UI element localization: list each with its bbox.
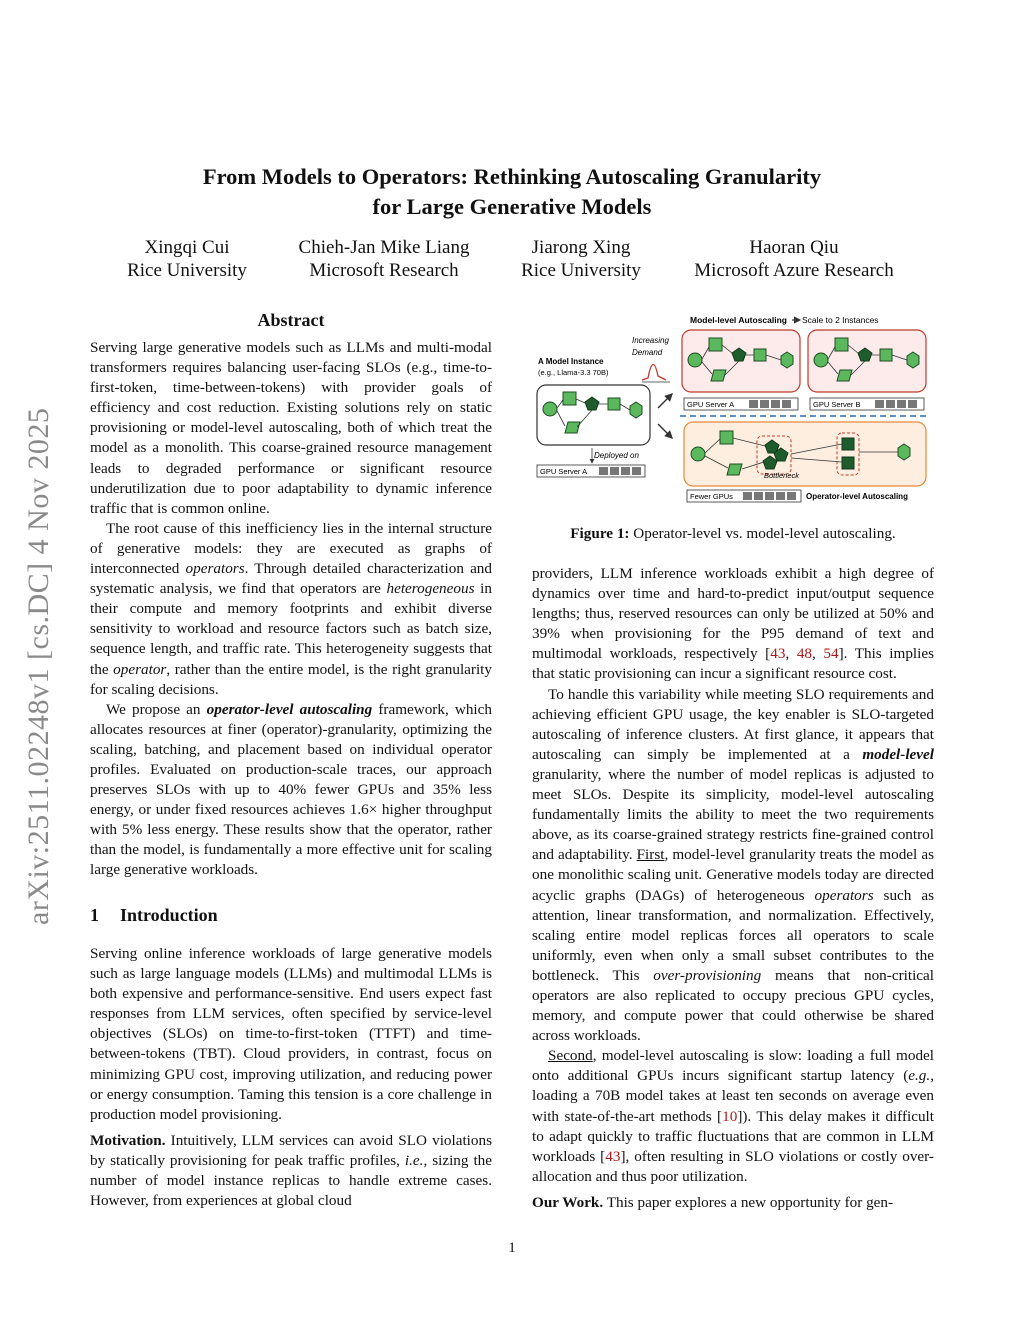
operator-level-title: Operator-level Autoscaling <box>806 492 908 501</box>
gpu-chip-icon <box>621 467 630 475</box>
gpu-chip-icon <box>743 492 752 500</box>
body-paragraph <box>90 944 492 1125</box>
citation-link[interactable]: 48 <box>796 645 812 663</box>
author-affiliation: Rice University <box>127 260 247 281</box>
operator-node <box>711 370 726 381</box>
text-run: , loading a 70B model takes at least ten seconds on average even with state-of-the-art methods [ <box>532 1067 934 1125</box>
text-run: Serving large generative models such as LLMs and multi-modal transformers requires balancing user-facing SLOs (e.g., time-to-first-token, time-between-tokens) with provider goals of efficiency and cost reduction. Existing solutions rely on static provisioning or model-level autoscaling, both of which treat the model as a monolith. This coarse-grained resource management leads to degraded performance or significant resource underutilization due to poor adaptability to dynamic inference traffic that is common online. <box>90 339 492 517</box>
text-run: such as attention, linear transformation, and normalization. Effectively, scaling entire model replicas forces all operators to scale uniformly, even when only a small subset contributes to the bottleneck. This <box>532 886 934 984</box>
text-run: providers, LLM inference workloads exhibit a high degree of dynamics over time and hard-to-predict input/output sequence lengths; thus, reserved resources can only be utilized at 50% and 39% when provisioning for the P95 demand of text and multimodal workloads, respectively [ <box>532 565 934 663</box>
gpu-server-a-label: GPU Server A <box>540 467 588 476</box>
operator-node <box>563 392 576 405</box>
introduction-body <box>90 944 492 1211</box>
author-name: Xingqi Cui <box>144 237 230 258</box>
operator-node <box>898 444 910 460</box>
gpu-chip-icon <box>771 400 780 408</box>
paragraph-lead: Motivation. <box>90 1131 166 1149</box>
operator-node <box>688 353 702 367</box>
model-instance-label: A Model Instance <box>538 357 604 366</box>
citation-link[interactable]: 54 <box>823 645 839 663</box>
gpu-chip-icon <box>897 400 906 408</box>
operator-node <box>837 370 852 381</box>
gpu-chip-icon <box>787 492 796 500</box>
section-title: Introduction <box>120 905 218 925</box>
abstract-paragraph <box>90 700 492 881</box>
body-paragraph: providers, LLM inference workloads exhibit a high degree of dynamics over time and hard-to-predict input/output sequence lengths; thus, reserved resources can only be utilized at 50% and 39% when provisioning for the P95 demand of text and multimodal workloads, respectively [43, 48, 54]. This implies that static provisioning can incur a significant resource cost. <box>532 565 935 683</box>
gpu-chip-icon <box>875 400 884 408</box>
model-level-title: Model-level Autoscaling <box>690 315 787 325</box>
text-run: Intuitively, LLM services can avoid SLO violations by statically provisioning for peak traffic profiles, <box>90 1131 492 1169</box>
author-block <box>508 236 654 282</box>
citation-link[interactable]: 10 <box>722 1107 738 1125</box>
caption-label: Figure 1: <box>570 525 630 542</box>
author-affiliation: Microsoft Azure Research <box>694 260 894 281</box>
emphasis: operator <box>113 660 167 678</box>
caption-text: Operator-level vs. model-level autoscaling. <box>629 525 896 542</box>
author-block <box>284 236 484 282</box>
figure-1-diagram <box>532 312 934 512</box>
title-line-2: for Large Generative Models <box>372 194 652 219</box>
gpu-server-b-label: GPU Server B <box>813 400 861 409</box>
author-name: Jiarong Xing <box>531 237 631 258</box>
scale-op-arrow-icon <box>658 424 672 438</box>
text-run: ], often resulting in SLO violations or costly over-allocation and thus poor utilization. <box>532 1147 934 1185</box>
body-paragraph <box>532 685 934 1047</box>
operator-node <box>543 402 557 416</box>
citation-link[interactable]: 43 <box>605 1147 621 1165</box>
operator-node <box>709 338 722 351</box>
text-run: means that non-critical operators are also replicated to occupy precious GPU cycles, memory, and compute power that could otherwise be shared across workloads. <box>532 966 934 1045</box>
operator-node <box>842 457 854 469</box>
text-run: This paper explores a new opportunity for gen- <box>603 1193 894 1211</box>
text-run: ]). This delay makes it difficult to adapt quickly to traffic fluctuations that are common in LLM workloads [ <box>532 1107 934 1165</box>
emphasis: operators <box>185 560 245 578</box>
author-name: Chieh-Jan Mike Liang <box>298 237 470 258</box>
operator-node <box>727 464 742 475</box>
fewer-gpus-label: Fewer GPUs <box>690 492 733 501</box>
underlined-term: Second <box>548 1047 593 1065</box>
emphasis: over-provisioning <box>653 966 762 984</box>
citation-link[interactable]: 43 <box>770 645 786 663</box>
gpu-chip-icon <box>765 492 774 500</box>
operator-node <box>781 352 793 368</box>
abstract-paragraph <box>90 519 492 700</box>
operator-node <box>842 438 854 450</box>
figure-caption <box>532 525 934 543</box>
operator-node <box>880 349 892 361</box>
author-affiliation: Rice University <box>521 260 641 281</box>
scale-up-arrow-icon <box>658 394 672 408</box>
operator-node <box>565 422 580 433</box>
text-run: , model-level autoscaling is slow: loading a full model onto additional GPUs incurs significant startup latency ( <box>532 1047 934 1085</box>
gpu-chip-icon <box>632 467 641 475</box>
gpu-chip-icon <box>776 492 785 500</box>
page-number: 1 <box>508 1240 516 1256</box>
section-number: 1 <box>90 905 99 925</box>
emphasis: heterogeneous <box>386 580 475 598</box>
text-run: , sizing the number of model instance replicas to handle extreme cases. However, from experiences at global cloud <box>90 1151 492 1210</box>
gpu-chip-icon <box>760 400 769 408</box>
emphasis: i.e. <box>404 1151 424 1169</box>
operator-node <box>835 338 848 351</box>
gpu-chip-icon <box>599 467 608 475</box>
operator-node <box>691 447 705 461</box>
arxiv-identifier: arXiv:2511.02248v1 [cs.DC] 4 Nov 2025 <box>22 407 55 925</box>
author-name: Haoran Qiu <box>749 237 839 258</box>
abstract-body <box>90 338 492 881</box>
gpu-chip-icon <box>754 492 763 500</box>
emphasis: operators <box>814 886 874 904</box>
author-block <box>112 236 262 282</box>
section-heading-introduction <box>90 905 218 926</box>
text-run: We propose an <box>106 700 207 718</box>
emphasis: model-level <box>862 745 934 763</box>
text-run: framework, which allocates resources at finer (operator)-granularity, optimizing the scaling, batching, and placement based on individual operator profiles. Evaluated on production-scale traces, our approach preserves SLOs with up to 40% fewer GPUs and 35% less energy, or under fixed resources achieves 1.6× higher throughput with 5% less energy. These results show that the operator, rather than the model, is fundamentally a more effective unit for scaling large generative workloads. <box>90 700 492 879</box>
demand-spike-icon <box>642 364 666 380</box>
abstract-heading: Abstract <box>257 310 325 330</box>
paragraph-lead: Our Work. <box>532 1193 604 1211</box>
gpu-server-a-top-label: GPU Server A <box>687 400 735 409</box>
operator-node <box>608 398 620 410</box>
increasing-label: Increasing <box>632 336 669 345</box>
text-run: ]. This implies that static provisioning can incur a significant resource cost. <box>532 645 935 683</box>
emphasis: e.g. <box>908 1067 931 1085</box>
text-run: , model-level granularity treats the model as one monolithic scaling unit. Generative models today are directed acyclic graphs (DAGs) of heterogeneous <box>532 846 934 904</box>
body-paragraph <box>532 1046 934 1187</box>
text-run: The root cause of this inefficiency lies in the internal structure of generative models: they are executed as graphs of interconnected <box>90 519 492 578</box>
operator-node <box>754 349 766 361</box>
model-level-suffix: Scale to 2 Instances <box>802 315 879 325</box>
text-run: Serving online inference workloads of large generative models such as large language models (LLMs) and multimodal LLMs is both expensive and performance-sensitive. End users expect fast responses from LLM services, often specified by service-level objectives (SLOs) on time-to-first-token (TTFT) and time-between-tokens (TBT). Cloud providers, in contrast, focus on minimizing GPU cost, improving utilization, and reducing power or energy consumption. Taming this tension is a core challenge in production model provisioning. <box>90 945 492 1123</box>
operator-node <box>814 353 828 367</box>
gpu-chip-icon <box>610 467 619 475</box>
body-paragraph <box>90 1131 492 1211</box>
deployed-on-label: Deployed on <box>594 451 639 460</box>
title-line-1: From Models to Operators: Rethinking Autoscaling Granularity <box>202 164 822 189</box>
abstract-paragraph <box>90 338 492 519</box>
underlined-term: First <box>636 846 665 864</box>
text-run: granularity, where the number of model replicas is adjusted to meet SLOs. Despite its simplicity, model-level autoscaling fundamentally limits the ability to meet the two requirements above, as its coarse-grained strategy restricts fine-grained control and adaptability. <box>532 765 934 864</box>
body-paragraph <box>532 1193 934 1213</box>
operator-node <box>630 402 642 418</box>
author-block <box>680 236 908 282</box>
text-run: To handle this variability while meeting SLO requirements and achieving efficient GPU usage, the key enabler is SLO-targeted autoscaling of inference clusters. At first glance, it appears that autoscaling can simply be implemented at a <box>532 685 934 763</box>
gpu-chip-icon <box>749 400 758 408</box>
gpu-chip-icon <box>908 400 917 408</box>
operator-node <box>907 352 919 368</box>
model-instance-example: (e.g., Llama-3.3 70B) <box>538 368 609 377</box>
text-run: in their compute and memory footprints and exhibit diverse sensitivity to workload and resource factors such as batch size, sequence length, and traffic rate. This heterogeneity suggests that the <box>90 580 492 678</box>
right-column-body <box>532 564 934 1213</box>
gpu-chip-icon <box>782 400 791 408</box>
operator-node <box>720 431 733 444</box>
paper-title <box>150 162 874 222</box>
emphasis: operator-level autoscaling <box>206 700 373 718</box>
autoscaling-diagram <box>532 312 934 512</box>
author-affiliation: Microsoft Research <box>309 260 459 281</box>
text-run: . Through detailed characterization and systematic analysis, we find that operators are <box>90 560 492 598</box>
text-run: , rather than the entire model, is the right granularity for scaling decisions. <box>90 660 492 698</box>
bottleneck-label: Bottleneck <box>764 471 800 480</box>
gpu-chip-icon <box>886 400 895 408</box>
demand-label: Demand <box>632 348 663 357</box>
